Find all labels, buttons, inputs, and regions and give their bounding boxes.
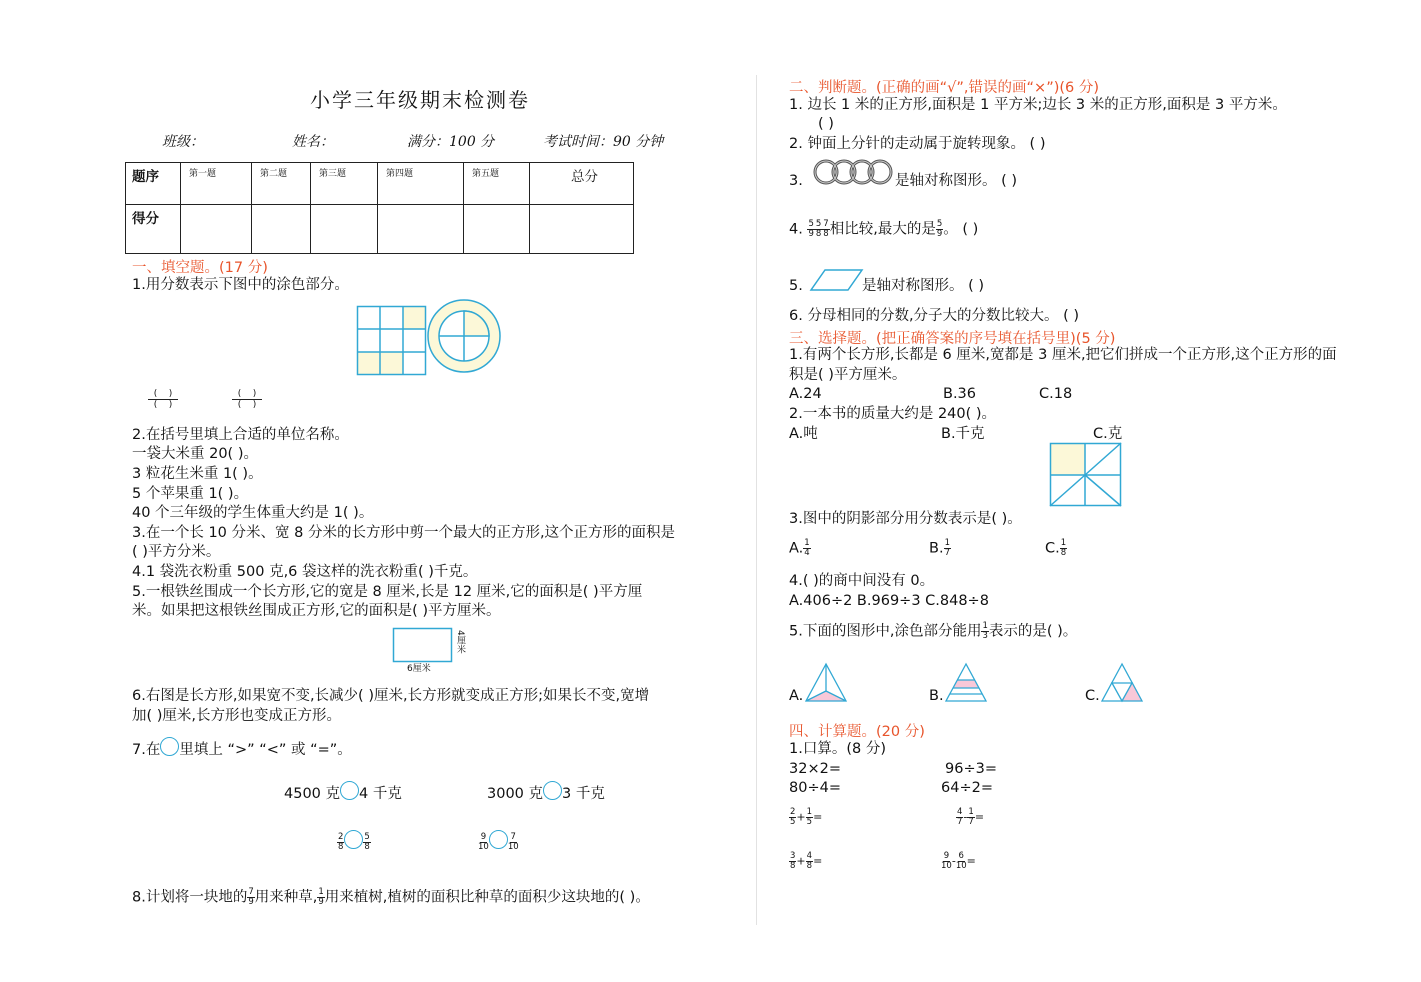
col-4: 第四题 [378,163,464,205]
s3-q1-opt-a[interactable]: A.24 [789,386,822,402]
s1-q2a: 一袋大米重 20( )。 [132,446,258,462]
ring-figure [426,298,502,374]
s3-q3: 3.图中的阴影部分用分数表示是( )。 [789,511,1022,527]
score-cell[interactable] [252,205,311,254]
calc-1: 32×2= [789,761,841,777]
col-2: 第二题 [252,163,311,205]
s3-q2-opt-a[interactable]: A.吨 [789,426,818,442]
score-cell[interactable] [464,205,530,254]
s2-q4: 4. $\frac{5}{9}$ $\frac{5}{8}$ $\frac{7}{8}$ 相比较,最大的是 $\frac{5}{9}$ 。 ( ) [789,219,979,239]
time-label: 考试时间：90 分钟 [543,134,664,150]
s1-q7a: 4500 克 4 千克 [284,781,402,803]
s3-q1a: 1.有两个长方形,长都是 6 厘米,宽都是 3 厘米,把它们拼成一个正方形,这个正方形的面 [789,347,1337,363]
score-cell[interactable] [378,205,464,254]
s3-q2-opt-c[interactable]: C.克 [1093,426,1123,442]
s1-q7: 7.在 里填上 “>” “<” 或 “=”。 [132,737,352,759]
s2-q3-num: 3. [789,173,803,189]
s1-q8: 8.计划将一块地的 $\frac{7}{9}$ 用来种草, $\frac{1}{9}$ 用来植树,植树的面积比种草的面积少这块地的( )。 [132,887,650,907]
triangle-b-figure [943,663,989,703]
section3-heading: 三、选择题。(把正确答案的序号填在括号里)(5 分) [789,331,1116,347]
s4-sub1: 1.口算。(8 分) [789,741,886,757]
s2-q2: 2. 钟面上分针的走动属于旋转现象。 ( ) [789,136,1046,152]
compare-circle[interactable] [543,781,562,800]
fraction-blank-2[interactable]: ( ) ( ) [232,389,262,410]
s3-q3-opt-b[interactable]: B. $\frac{1}{7}$ [929,538,950,558]
s2-q1: 1. 边长 1 米的正方形,面积是 1 平方米;边长 3 米的正方形,面积是 3 平方米。 [789,97,1287,113]
s3-q5-opt-c[interactable]: C. [1085,688,1100,704]
s3-q4-opts[interactable]: A.406÷2 B.969÷3 C.848÷8 [789,593,989,609]
s1-q6a: 6.右图是长方形,如果宽不变,长减少( )厘米,长方形就变成正方形;如果长不变,宽增 [132,688,650,704]
s3-q5-opt-b[interactable]: B. [929,688,944,704]
col-5: 第五题 [464,163,530,205]
s2-q5-text: 是轴对称图形。 ( ) [862,278,985,294]
col-total: 总分 [530,163,634,205]
s3-q4: 4.( )的商中间没有 0。 [789,573,935,589]
compare-circle[interactable] [489,830,508,849]
row-label-score: 得分 [126,205,181,254]
score-cell[interactable] [530,205,634,254]
section4-heading: 四、计算题。(20 分) [789,724,925,740]
s1-q3b: ( )平方分米。 [132,544,221,560]
s1-q7c: $\frac{2}{8}$ $\frac{5}{8}$ [338,832,370,852]
fraction-blank-1[interactable]: ( ) ( ) [148,389,178,410]
col-3: 第三题 [311,163,378,205]
s1-q6b: 加( )厘米,长方形也变成正方形。 [132,708,342,724]
compare-circle-icon [160,737,179,756]
column-divider [756,75,757,925]
grid-figure [357,306,427,376]
rect-width-label: 4厘米 [455,630,465,654]
s2-q6: 6. 分母相同的分数,分子大的分数比较大。 ( ) [789,308,1080,324]
class-label: 班级： [162,134,204,150]
fullscore-label: 满分：100 分 [407,134,495,150]
s1-q1: 1.用分数表示下图中的涂色部分。 [132,277,349,293]
s3-q2-opt-b[interactable]: B.千克 [941,426,985,442]
compare-circle[interactable] [340,781,359,800]
calc-frac-1: $\frac{2}{5}$ + $\frac{1}{5}$ = [790,807,823,827]
s1-q4: 4.1 袋洗衣粉重 500 克,6 袋这样的洗衣粉重( )千克。 [132,564,478,580]
col-1: 第一题 [181,163,252,205]
s1-q7d: $\frac{9}{10}$ $\frac{7}{10}$ [478,832,519,852]
calc-2: 96÷3= [945,761,997,777]
rings-icon [813,159,895,185]
calc-frac-2: $\frac{4}{7}$ - $\frac{1}{7}$ = [957,807,985,827]
s1-q7b: 3000 克 3 千克 [487,781,605,803]
triangle-a-figure [803,663,849,703]
row-label-order: 题序 [126,163,181,205]
calc-3: 80÷4= [789,780,841,796]
s3-q5-opt-a[interactable]: A. [789,688,804,704]
s1-q3a: 3.在一个长 10 分米、宽 8 分米的长方形中剪一个最大的正方形,这个正方形的面积是 [132,525,676,541]
s3-q3-opt-a[interactable]: A. $\frac{1}{4}$ [789,538,810,558]
calc-frac-3: $\frac{3}{8}$ + $\frac{4}{8}$ = [790,851,823,871]
name-label: 姓名： [292,134,334,150]
s1-q5b: 米。如果把这根铁丝围成正方形,它的面积是( )平方厘米。 [132,603,501,619]
s1-q5a: 5.一根铁丝围成一个长方形,它的宽是 8 厘米,长是 12 厘米,它的面积是( )平方厘 [132,584,643,600]
divided-square-figure [1050,443,1122,507]
rectangle-figure [393,628,453,662]
s3-q5: 5.下面的图形中,涂色部分能用 $\frac{1}{3}$ 表示的是( )。 [789,621,1078,641]
s2-q5-num: 5. [789,278,803,294]
calc-frac-4: $\frac{9}{10}$ - $\frac{6}{10}$ = [941,851,976,871]
s3-q2: 2.一本书的质量大约是 240( )。 [789,406,997,422]
section1-heading: 一、填空题。(17 分) [132,260,268,276]
s3-q3-opt-c[interactable]: C. $\frac{1}{8}$ [1045,538,1067,558]
section2-heading: 二、判断题。(正确的画“√”,错误的画“×”)(6 分) [789,80,1100,96]
parallelogram-icon [811,269,863,291]
score-cell[interactable] [181,205,252,254]
s1-q2c: 5 个苹果重 1( )。 [132,486,249,502]
page-title: 小学三年级期末检测卷 [310,88,530,112]
calc-4: 64÷2= [941,780,993,796]
s3-q1b: 积是( )平方厘米。 [789,367,907,383]
compare-circle[interactable] [344,830,363,849]
s3-q1-opt-b[interactable]: B.36 [943,386,977,402]
triangle-c-figure [1099,663,1145,703]
s2-q1-paren: ( ) [818,116,834,132]
s1-q2: 2.在括号里填上合适的单位名称。 [132,427,349,443]
score-table [125,162,634,254]
s1-q2d: 40 个三年级的学生体重大约是 1( )。 [132,505,374,521]
s3-q1-opt-c[interactable]: C.18 [1039,386,1073,402]
score-cell[interactable] [311,205,378,254]
rect-length-label: 6厘米 [407,664,431,674]
s1-q2b: 3 粒花生米重 1( )。 [132,466,263,482]
s2-q3-text: 是轴对称图形。 ( ) [895,173,1018,189]
